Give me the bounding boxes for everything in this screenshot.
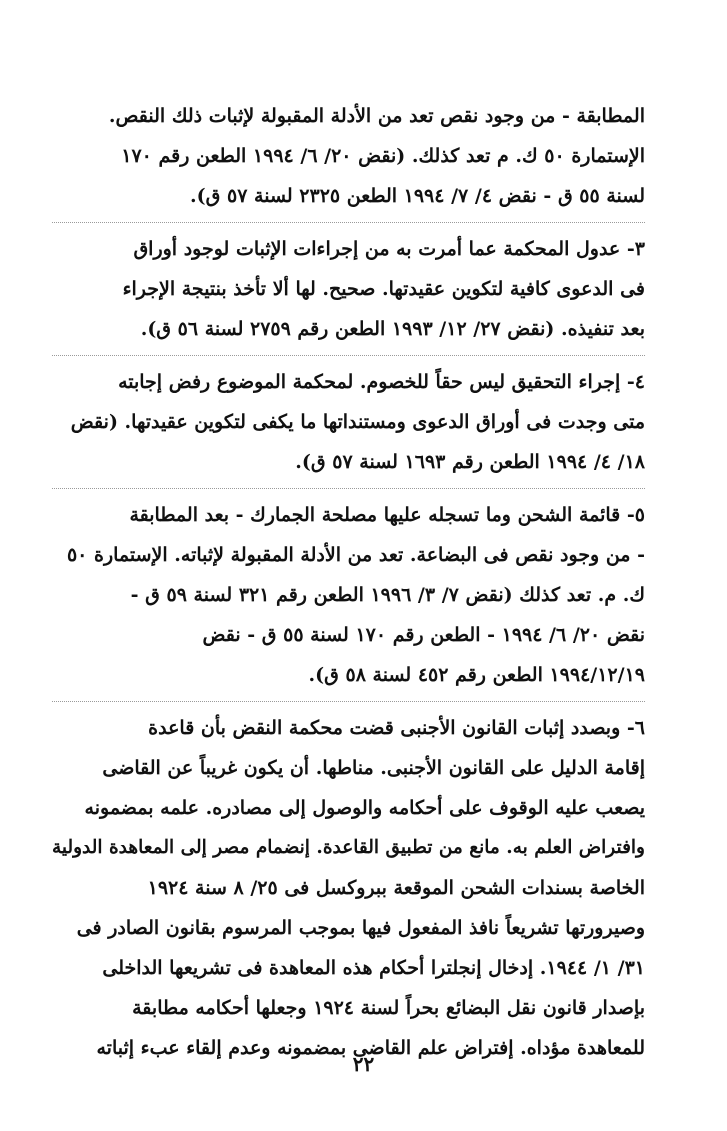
paragraph-divider [52,701,645,702]
paragraph-divider [52,355,645,356]
text-line: إقامة الدليل على القانون الأجنبى. مناطها. أن يكون غريباً عن القاضى [102,757,645,779]
paragraph-3 [52,362,645,482]
page-number: ٢٢ [352,1052,375,1076]
text-line: وافتراض العلم به. مانع من تطبيق القاعدة. إنضمام مصر إلى المعاهدة الدولية [52,837,645,858]
text-line: ٦- وبصدد إثبات القانون الأجنبى قضت محكمة النقض بأن قاعدة [148,717,645,739]
text-line: نقض ٢٠/ ٦/ ١٩٩٤ - الطعن رقم ١٧٠ لسنة ٥٥ ق - نقض [202,624,645,646]
text-line: متى وجدت فى أوراق الدعوى ومستنداتها ما يكفى لتكوين عقيدتها. (نقض [70,411,645,433]
text-line: بعد تنفيذه. (نقض ٢٧/ ١٢/ ١٩٩٣ الطعن رقم ٢٧٥٩ لسنة ٥٦ ق). [140,318,645,340]
text-line: الخاصة بسندات الشحن الموقعة ببروكسل فى ٢٥/ ٨ سنة ١٩٢٤ [147,877,645,899]
text-line: ١٩٩٤/١٢/١٩ الطعن رقم ٤٥٢ لسنة ٥٨ ق). [308,664,645,686]
text-line: فى الدعوى كافية لتكوين عقيدتها. صحيح. لها ألا تأخذ بنتيجة الإجراء [122,278,645,300]
paragraph-1 [52,96,645,216]
text-line: وصيرورتها تشريعاً نافذ المفعول فيها بموجب المرسوم بقانون الصادر فى [76,917,645,939]
text-line: لسنة ٥٥ ق - نقض ٤/ ٧/ ١٩٩٤ الطعن ٢٣٢٥ لسنة ٥٧ ق). [190,185,645,207]
text-line: ٣- عدول المحكمة عما أمرت به من إجراءات الإثبات لوجود أوراق [133,238,645,260]
paragraph-2 [52,229,645,349]
text-line: يصعب عليه الوقوف على أحكامه والوصول إلى مصادره. علمه بمضمونه [84,797,645,819]
text-line: بإصدار قانون نقل البضائع بحراً لسنة ١٩٢٤ وجعلها أحكامه مطابقة [132,997,645,1019]
text-line: ١٨/ ٤/ ١٩٩٤ الطعن رقم ١٦٩٣ لسنة ٥٧ ق). [295,451,645,473]
text-line: - من وجود نقص فى البضاعة. تعد من الأدلة المقبولة لإثباته. الإستمارة ٥٠ [66,544,645,566]
body-text [52,96,645,1068]
text-line: ٥- قائمة الشحن وما تسجله عليها مصلحة الجمارك - بعد المطابقة [129,504,645,526]
text-line: الإستمارة ٥٠ ك. م تعد كذلك. (نقض ٢٠/ ٦/ ١٩٩٤ الطعن رقم ١٧٠ [121,145,645,167]
text-line: ٤- إجراء التحقيق ليس حقاً للخصوم. لمحكمة الموضوع رفض إجابته [118,371,645,393]
text-line: ك. م. تعد كذلك (نقض ٧/ ٣/ ١٩٩٦ الطعن رقم ٣٢١ لسنة ٥٩ ق - [130,584,645,606]
text-line: المطابقة - من وجود نقص تعد من الأدلة المقبولة لإثبات ذلك النقص. [108,105,645,127]
paragraph-divider [52,222,645,223]
paragraph-5 [52,708,645,1068]
text-line: للمعاهدة مؤداه. إفتراض علم القاضى بمضمونه وعدم إلقاء عبء إثباته [96,1037,645,1059]
paragraph-4 [52,495,645,695]
text-line: ٣١/ ١/ ١٩٤٤. إدخال إنجلترا أحكام هذه المعاهدة فى تشريعها الداخلى [102,957,645,979]
paragraph-divider [52,488,645,489]
